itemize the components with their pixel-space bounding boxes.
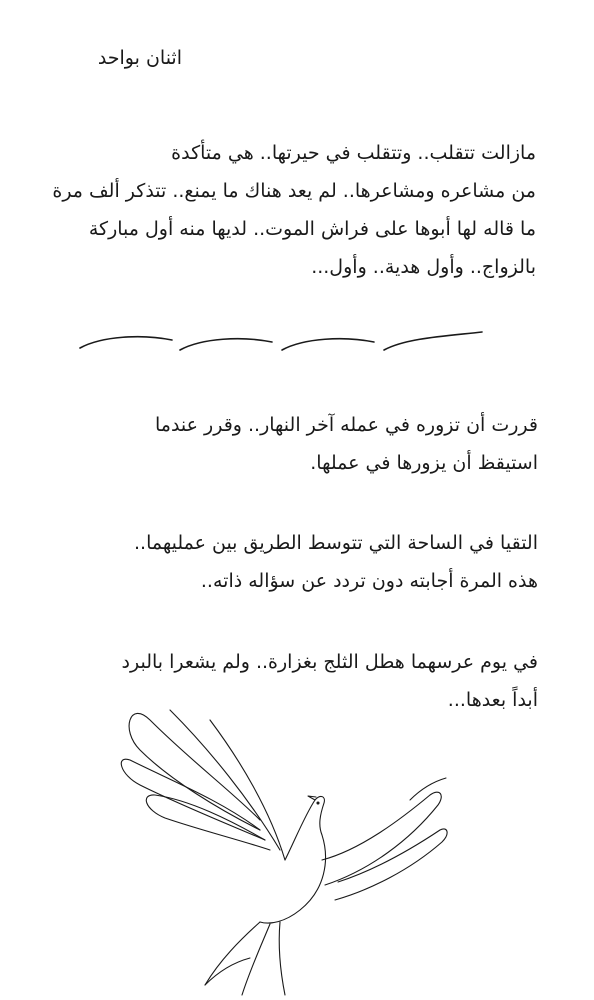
- paragraph-line: استيقظ أن يزورها في عملها.: [310, 452, 538, 474]
- paragraph-line: بالزواج.. وأول هدية.. وأول...: [311, 256, 536, 278]
- paragraph-line: في يوم عرسهما هطل الثلج بغزارة.. ولم يشعرا بالبرد: [121, 651, 538, 673]
- paragraph-line: مازالت تتقلب.. وتتقلب في حيرتها.. هي متأكدة: [171, 142, 536, 164]
- paragraph-1: [36, 134, 536, 286]
- paragraph-line: أبداً بعدها...: [447, 689, 538, 711]
- wave-divider: [72, 322, 492, 358]
- paragraph-3: [48, 524, 538, 600]
- paragraph-2: [48, 406, 538, 482]
- dove-line-drawing: [110, 700, 480, 1000]
- paragraph-line: هذه المرة أجابته دون تردد عن سؤاله ذاته..: [200, 570, 538, 592]
- paragraph-line: ما قاله لها أبوها على فراش الموت.. لديها منه أول مباركة: [88, 218, 536, 240]
- story-title: اثنان بواحد: [97, 47, 182, 69]
- paragraph-line: التقيا في الساحة التي تتوسط الطريق بين عمليهما..: [133, 532, 538, 554]
- paragraph-line: قررت أن تزوره في عمله آخر النهار.. وقرر عندما: [154, 414, 538, 436]
- paragraph-line: من مشاعره ومشاعرها.. لم يعد هناك ما يمنع.. تتذكر ألف مرة: [52, 180, 536, 202]
